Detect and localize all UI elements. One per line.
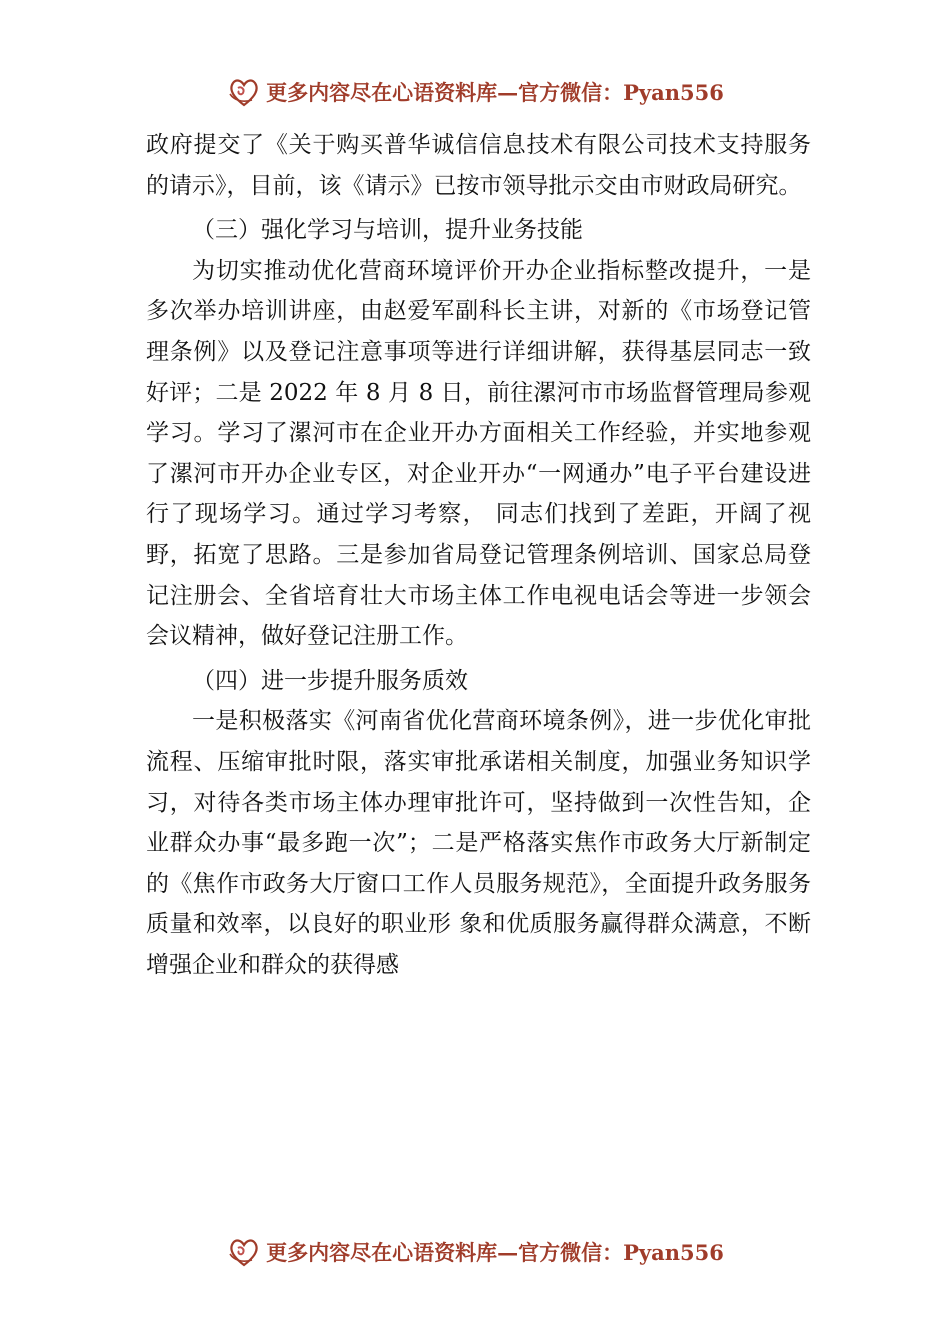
document-body	[146, 125, 811, 985]
section-heading-3: （三）强化学习与培训，提升业务技能	[192, 217, 583, 244]
section-heading-4: （四）进一步提升服务质效	[192, 667, 468, 694]
header-banner	[0, 70, 950, 114]
heart-logo-icon	[226, 1234, 262, 1270]
paragraph-continuation: 政府提交了《关于购买普华诚信信息技术有限公司技术支持服务的请示》，目前，该《请示》已按市领导批示交由市财政局研究。	[146, 132, 811, 199]
heart-logo-icon	[226, 74, 262, 110]
header-banner-text: 更多内容尽在心语资料库—官方微信：Pyan556	[266, 80, 724, 105]
paragraph-service: 一是积极落实《河南省优化营商环境条例》，进一步优化审批流程、压缩审批时限，落实审批承诺相关制度，加强业务知识学习，对待各类市场主体办理审批许可，坚持做到一次性告知，企业群众办事“最多跑一次”；二是严格落实焦作市政务大厅新制定的《焦作市政务大厅窗口工作人员服务规范》，全面提升政务服务质量和效率，以良好的职业形 象和优质服务赢得群众满意，不断增强企业和群众的获得感	[146, 708, 811, 978]
paragraph-training: 为切实推动优化营商环境评价开办企业指标整改提升，一是多次举办培训讲座，由赵爱军副科长主讲，对新的《市场登记管理条例》以及登记注意事项等进行详细讲解，获得基层同志一致好评；二是 2022 年 8 月 8 日，前往漯河市市场监督管理局参观学习。学习了漯河市在企业开办方面相关工作经验，并实地参观了漯河市开办企业专区，对企业开办“一网通办”电子平台建设进行了现场学习。通过学习考察， 同志们找到了差距，开阔了视野，拓宽了思路。三是参加省局登记管理条例培训、国家总局登记注册会、全省培育壮大市场主体工作电视电话会等进一步领会会议精神，做好登记注册工作。	[146, 257, 811, 650]
footer-banner	[0, 1230, 950, 1274]
footer-banner-text: 更多内容尽在心语资料库—官方微信：Pyan556	[266, 1240, 724, 1265]
